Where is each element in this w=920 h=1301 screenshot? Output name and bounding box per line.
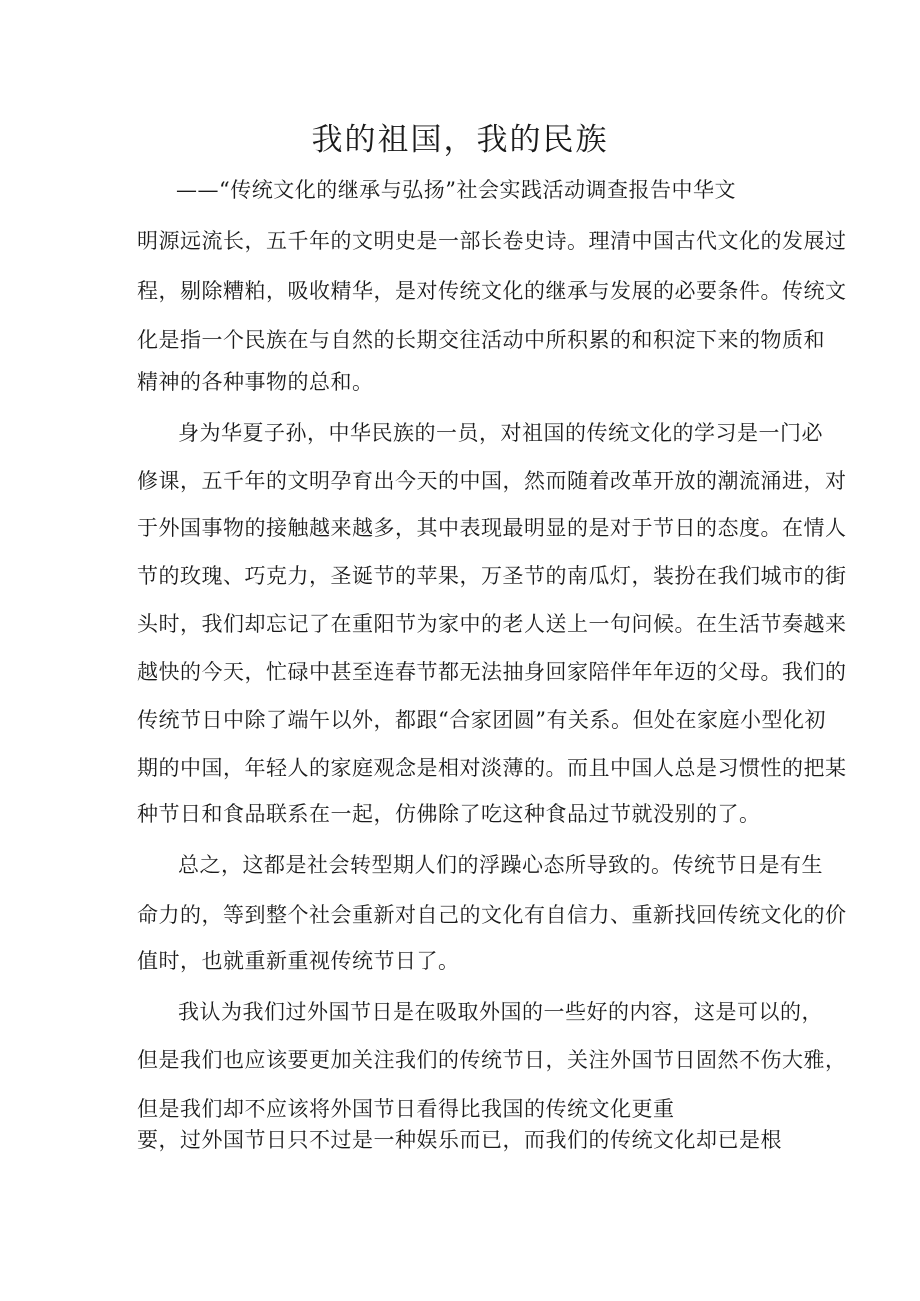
text-line: 于外国事物的接触越来越多，其中表现最明显的是对于节日的态度。在情人 — [137, 516, 847, 540]
text-line: 身为华夏子孙，中华民族的一员，对祖国的传统文化的学习是一门必 — [178, 421, 823, 445]
document-title: 我的祖国，我的民族 — [311, 122, 609, 158]
text-line: 节的玫瑰、巧克力，圣诞节的苹果，万圣节的南瓜灯，装扮在我们城市的街 — [137, 564, 847, 588]
text-line: 种节日和食品联系在一起，仿佛除了吃这种食品过节就没别的了。 — [137, 802, 761, 826]
text-line: 明源远流长，五千年的文明史是一部长卷史诗。理清中国古代文化的发展过 — [137, 229, 847, 253]
text-line: 但是我们也应该要更加关注我们的传统节日，关注外国节日固然不伤大雅， — [137, 1048, 847, 1072]
text-line: 命力的，等到整个社会重新对自己的文化有自信力、重新找回传统文化的价 — [137, 903, 847, 927]
text-line: ——“传统文化的继承与弘扬”社会实践活动调查报告中华文 — [176, 178, 736, 202]
text-line: 但是我们却不应该将外国节日看得比我国的传统文化更重 — [137, 1097, 675, 1121]
text-line: 修课，五千年的文明孕育出今天的中国，然而随着改革开放的潮流涌进，对 — [137, 469, 847, 493]
text-line: 值时，也就重新重视传统节日了。 — [137, 949, 460, 973]
text-line: 我认为我们过外国节日是在吸取外国的一些好的内容，这是可以的， — [178, 1000, 823, 1024]
text-line: 精神的各种事物的总和。 — [137, 370, 374, 394]
text-line: 越快的今天，忙碌中甚至连春节都无法抽身回家陪伴年年迈的父母。我们的 — [137, 660, 847, 684]
text-line: 总之，这都是社会转型期人们的浮躁心态所导致的。传统节日是有生 — [178, 853, 823, 877]
text-line: 头时，我们却忘记了在重阳节为家中的老人送上一句问候。在生活节奏越来 — [137, 612, 847, 636]
text-line: 程，剔除糟粕，吸收精华，是对传统文化的继承与发展的必要条件。传统文 — [137, 279, 847, 303]
text-line: 要，过外国节日只不过是一种娱乐而已，而我们的传统文化却已是根 — [137, 1128, 782, 1152]
text-line: 化是指一个民族在与自然的长期交往活动中所积累的和积淀下来的物质和 — [137, 328, 825, 352]
text-line: 期的中国，年轻人的家庭观念是相对淡薄的。而且中国人总是习惯性的把某 — [137, 756, 847, 780]
text-line: 传统节日中除了端午以外，都跟“合家团圆”有关系。但处在家庭小型化初 — [137, 708, 826, 732]
